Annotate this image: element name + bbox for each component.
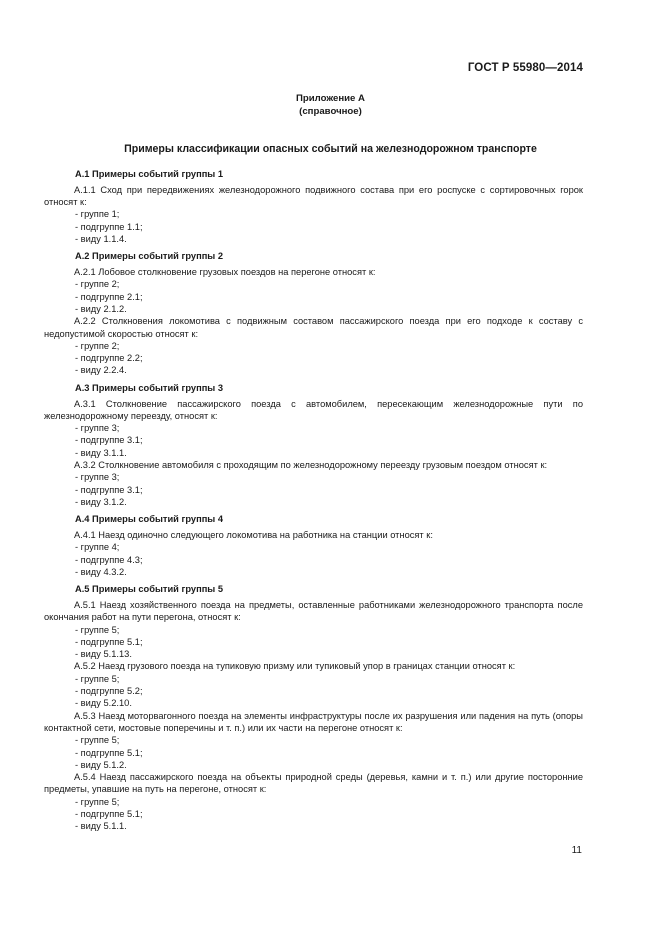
list-item: - виду 3.1.2. — [75, 496, 127, 507]
list-item: - виду 2.2.4. — [75, 365, 127, 376]
list-item: - подгруппе 2.1; — [75, 291, 143, 302]
list-item: - подгруппе 5.2; — [75, 686, 143, 697]
list-item: - группе 2; — [75, 340, 120, 351]
clause-paragraph: А.2.2 Столкновения локомотива с подвижным составом пассажирского поезда при его подходе к составу с недопустимой скоростью относят к: — [44, 316, 583, 339]
section — [44, 250, 583, 376]
list-item: - подгруппе 3.1; — [75, 484, 143, 495]
document-id: ГОСТ Р 55980—2014 — [467, 62, 583, 74]
list-item: - подгруппе 4.3; — [75, 554, 143, 565]
clause-paragraph: А.5.1 Наезд хозяйственного поезда на предметы, оставленные работниками железнодорожного транспорта после окончания работ на пути перегона, относят к: — [44, 600, 583, 623]
list-item: - подгруппе 5.1; — [75, 636, 143, 647]
section-heading: А.1 Примеры событий группы 1 — [75, 169, 223, 179]
list-item: - группе 1; — [75, 209, 120, 220]
clause-paragraph: А.5.4 Наезд пассажирского поезда на объекты природной среды (деревья, камни и т. п.) или другие посторонние предметы, упавшие на путь на перегоне, относят к: — [44, 772, 583, 795]
page-title: Примеры классификации опасных событий на железнодорожном транспорте — [124, 143, 537, 155]
list-item: - подгруппе 5.1; — [75, 809, 143, 820]
appendix-header — [0, 92, 661, 118]
list-item: - подгруппе 5.1; — [75, 747, 143, 758]
clause-paragraph: А.5.2 Наезд грузового поезда на тупиковую призму или тупиковый упор в границах станции относят к: — [74, 661, 516, 672]
list-item: - подгруппе 1.1; — [75, 221, 143, 232]
clause-paragraph: А.1.1 Сход при передвижениях железнодорожного подвижного состава при его роспуске с сортировочных горок относят к: — [44, 184, 583, 208]
appendix-label: Приложение А — [296, 93, 365, 104]
list-item: - группе 5; — [75, 735, 120, 746]
section-heading: А.4 Примеры событий группы 4 — [75, 514, 223, 525]
list-item: - группе 5; — [75, 673, 120, 684]
list-item: - группе 5; — [75, 796, 120, 807]
list-item: - виду 5.1.2. — [75, 759, 127, 770]
clause-paragraph: А.3.1 Столкновение пассажирского поезда с автомобилем, пересекающим железнодорожные пути по железнодорожному переезду, относят к: — [44, 398, 583, 421]
list-item: - виду 5.2.10. — [75, 698, 132, 709]
list-item: - группе 3; — [75, 423, 120, 434]
section-heading: А.3 Примеры событий группы 3 — [75, 382, 223, 393]
list-item: - группе 4; — [75, 542, 120, 553]
section — [44, 168, 583, 245]
section — [44, 382, 583, 508]
list-item: - виду 5.1.13. — [75, 649, 132, 660]
clause-paragraph: А.2.1 Лобовое столкновение грузовых поездов на перегоне относят к: — [74, 267, 376, 278]
page-number: 11 — [571, 845, 582, 856]
section-heading: А.2 Примеры событий группы 2 — [75, 251, 223, 262]
list-item: - группе 3; — [75, 472, 120, 483]
list-item: - подгруппе 3.1; — [75, 435, 143, 446]
list-item: - группе 2; — [75, 279, 120, 290]
list-item: - подгруппе 2.2; — [75, 353, 143, 364]
section — [44, 583, 583, 832]
list-item: - группе 5; — [75, 624, 120, 635]
list-item: - виду 3.1.1. — [75, 447, 127, 458]
section — [75, 513, 583, 578]
list-item: - виду 5.1.1. — [75, 821, 127, 832]
clause-paragraph: А.4.1 Наезд одиночно следующего локомотива на работника на станции относят к: — [74, 530, 433, 541]
clause-paragraph: А.3.2 Столкновение автомобиля с проходящим по железнодорожному переезду грузовым поездом относят к: — [74, 460, 548, 471]
section-heading: А.5 Примеры событий группы 5 — [75, 584, 223, 595]
list-item: - виду 4.3.2. — [75, 566, 127, 577]
clause-paragraph: А.5.3 Наезд моторвагонного поезда на элементы инфраструктуры после их разрушения или падения на путь (опоры контактной сети, мостовые поперечины и т. п.) или их части на перегоне относят к: — [44, 710, 583, 733]
list-item: - виду 1.1.4. — [75, 233, 127, 244]
document-body — [44, 168, 583, 838]
appendix-note: (справочное) — [299, 106, 362, 117]
list-item: - виду 2.1.2. — [75, 303, 127, 314]
